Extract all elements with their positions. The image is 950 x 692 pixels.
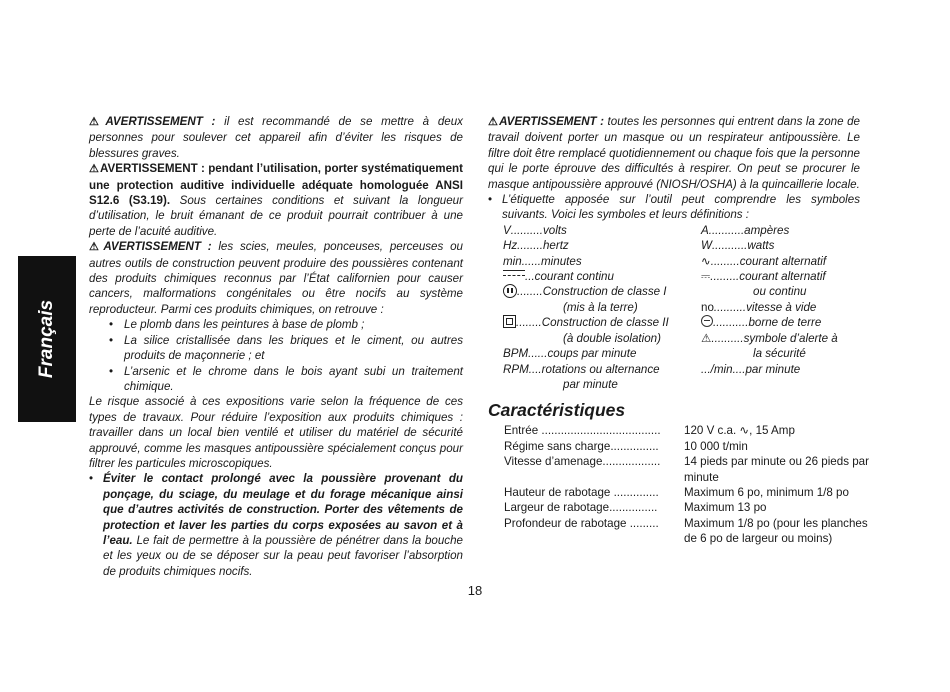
leader-dots: ......... [710,254,740,268]
label-intro-text: L’étiquette apposée sur l’outil peut comprendre les symboles suivants. Voici les symboles et leurs définitions : [502,193,860,222]
symbol-row [503,254,701,269]
warning-triangle-icon: ⚠ [488,116,499,128]
dust-warning-bold: Éviter le contact prolongé avec la poussière provenant du ponçage, du sciage, du meulage et du forage mécanique ainsi que d’autres activités de construction. Porter des vêtements de protection et laver les parties du corps exposées au savon et à l’eau. [103,472,463,547]
symbol-row [503,331,701,346]
class-1-icon [503,284,517,298]
symbol-row [701,346,875,361]
dc-icon [503,269,525,278]
spec-key: Hauteur de rabotage .............. [504,485,659,499]
warning-hearing-bold: AVERTISSEMENT : pendant l’utilisation, porter systématiquement une protection auditive individuelle adéquate homologuée ANSI S12.6 (S3.19). [89,162,463,208]
symbol-table [503,223,860,392]
spec-key: Régime sans charge............... [504,439,659,453]
symbol-row [701,331,875,346]
warning-hearing [89,161,463,239]
spec-key: Vitesse d’amenage.................. [504,455,661,469]
language-tab-label: Français [36,299,57,379]
warning-text: toutes les personnes qui entrent dans la zone de travail doivent porter un masque ou un respirateur antipoussière. Le filtre doit être remplacé quotidiennement ou chaque fois que la personne qui le porte éprouve des difficultés à respirer. On peut se procurer le masque antipoussière approuvé (NIOSH/OSHA) à la quincaillerie locale. [488,115,860,191]
definition: borne de terre [748,316,822,330]
spec-value: Maximum 6 po, minimum 1/8 po [684,485,849,499]
leader-dots: ........ [517,239,543,253]
spec-value: 10 000 t/min [684,439,748,453]
leader-dots: .......... [510,223,543,237]
symbol-column-left [503,223,701,392]
spec-key: Entrée ..................................... [504,424,661,438]
chemical-list [89,317,463,394]
warning-text: Sous certaines conditions et suivant la longueur d’utilisation, le bruit émanant de ce produit pourrait contribuer à une perte de l’acuité auditive. [89,194,463,238]
warning-triangle-icon: ⚠ [89,241,103,254]
definition: hertz [542,239,569,253]
definition: par minute [745,362,801,376]
warning-dust-mask [488,114,860,192]
symbol: no [701,300,714,314]
warning-text: il est recommandé de se mettre à deux personnes pour soulever cet appareil afin d’éviter les risques de blessures graves. [89,115,463,160]
leader-dots: ... [525,270,535,284]
symbol-row [503,362,701,377]
symbol: min [503,254,522,268]
spec-value: 14 pieds par minute ou 26 pieds par minute [684,455,869,484]
definition: watts [747,239,775,253]
list-item: • Le plomb dans les peintures à base de plomb ; [89,317,463,332]
leader-dots: ........ [516,316,542,330]
definition: vitesse à vide [746,300,817,314]
symbol-row [701,300,875,315]
definition: par minute [563,377,618,391]
definition: courant alternatif [739,254,827,268]
symbol-row [503,315,701,330]
warning-label: AVERTISSEMENT : [499,115,605,128]
symbol-row [701,362,875,377]
symbol-row [503,300,701,315]
symbol: V [503,223,511,237]
spec-key: Profondeur de rabotage ......... [504,516,659,530]
label-intro [488,192,860,223]
leader-dots: ........... [708,223,745,237]
symbol-row [503,269,701,284]
symbol: BPM [503,347,529,361]
definition: volts [542,223,567,237]
right-column [488,114,869,547]
ac-dc-icon: ⎓ [701,270,711,284]
warning-chemicals [89,239,463,317]
definition: ampères [744,223,790,237]
symbol: W [701,239,712,253]
symbol: .../min [701,362,733,376]
definition: Construction de classe I [542,285,667,299]
list-item: • L’arsenic et le chrome dans le bois ayant subi un traitement chimique. [89,364,463,395]
warning-label: AVERTISSEMENT : [103,240,212,254]
language-tab [18,256,76,422]
symbol: Hz [503,239,518,253]
warning-label: AVERTISSEMENT : [105,115,216,128]
definition: symbole d’alerte à [743,331,838,345]
definition: Construction de classe II [541,316,669,330]
definition: (à double isolation) [563,331,661,345]
definition: courant alternatif [739,270,826,284]
leader-dots: ........... [711,239,748,253]
warning-triangle-icon: ⚠ [89,163,99,176]
symbol-row [503,223,701,238]
symbol-row [701,223,875,238]
definition: rotations ou alternance [541,362,660,376]
left-column [89,114,463,579]
earth-icon [701,315,713,327]
leader-dots: ........ [517,285,543,299]
spec-value: Maximum 13 po [684,501,767,515]
leader-dots: ...... [528,347,548,361]
warning-lifting [89,114,463,161]
symbol-row [701,269,875,284]
symbol-row [503,346,701,361]
bullet: • [89,472,94,486]
leader-dots: .......... [711,331,744,345]
risk-paragraph: Le risque associé à ces expositions varie selon la fréquence de ces types de travaux. Pour réduire l’exposition aux produits chimiques : travailler dans un local bien ventilé et utiliser du matériel de sécurité approuvé, comme les masques antipoussière spécialement conçus pour filtrer les particules microscopiques. [89,395,463,470]
dust-warning [89,471,463,579]
symbol-row [503,238,701,253]
symbol-row [701,254,875,269]
spec-value: 120 V c.a. ∿, 15 Amp [684,424,795,438]
page-number: 18 [467,583,483,598]
leader-dots: .......... [713,300,747,314]
leader-dots: ......... [710,270,740,284]
alert-icon: ⚠ [701,331,712,345]
leader-dots: ...... [521,254,542,268]
spec-key: Largeur de rabotage............... [504,501,658,515]
definition: minutes [541,254,582,268]
warning-triangle-icon: ⚠ [89,116,105,128]
leader-dots: ........... [713,316,749,330]
symbol: A [701,223,709,237]
leader-dots: .... [528,362,542,376]
definition: (mis à la terre) [563,300,638,314]
definition: courant continu [534,270,614,284]
specs-heading: Caractéristiques [488,400,626,421]
definition: la sécurité [753,347,806,361]
leader-dots: .... [732,362,746,376]
symbol-column-right [701,223,875,392]
symbol-row [503,377,701,392]
dust-warning-text: Le fait de permettre à la poussière de pénétrer dans la bouche et les yeux ou de se déposer sur la peau peut favoriser l’absorption de produits chimiques nocifs. [103,533,463,578]
list-item: • La silice cristallisée dans les briques et le ciment, ou autres produits de maçonnerie ; et [89,333,463,364]
symbol-row [701,238,875,253]
symbol-row [701,284,875,299]
definition: ou continu [753,285,807,299]
class-2-icon [503,315,516,328]
symbol-row [701,315,875,330]
ac-icon: ∿ [701,254,711,268]
bullet: • [488,193,493,207]
symbol-row [503,284,701,299]
symbol: RPM [503,362,529,376]
spec-value: Maximum 1/8 po (pour les planches de 6 po de largeur ou moins) [684,516,868,546]
warning-text: les scies, meules, ponceuses, perceuses ou autres outils de construction peuvent produire des poussières contenant des produits chimiques reconnus par l’État californien pour causer cancers, malformations congénitales ou être nocifs au système reproducteur. Parmi ces produits chimiques, on retrouve : [89,240,463,316]
definition: coups par minute [547,347,637,361]
specs-table [504,423,869,546]
